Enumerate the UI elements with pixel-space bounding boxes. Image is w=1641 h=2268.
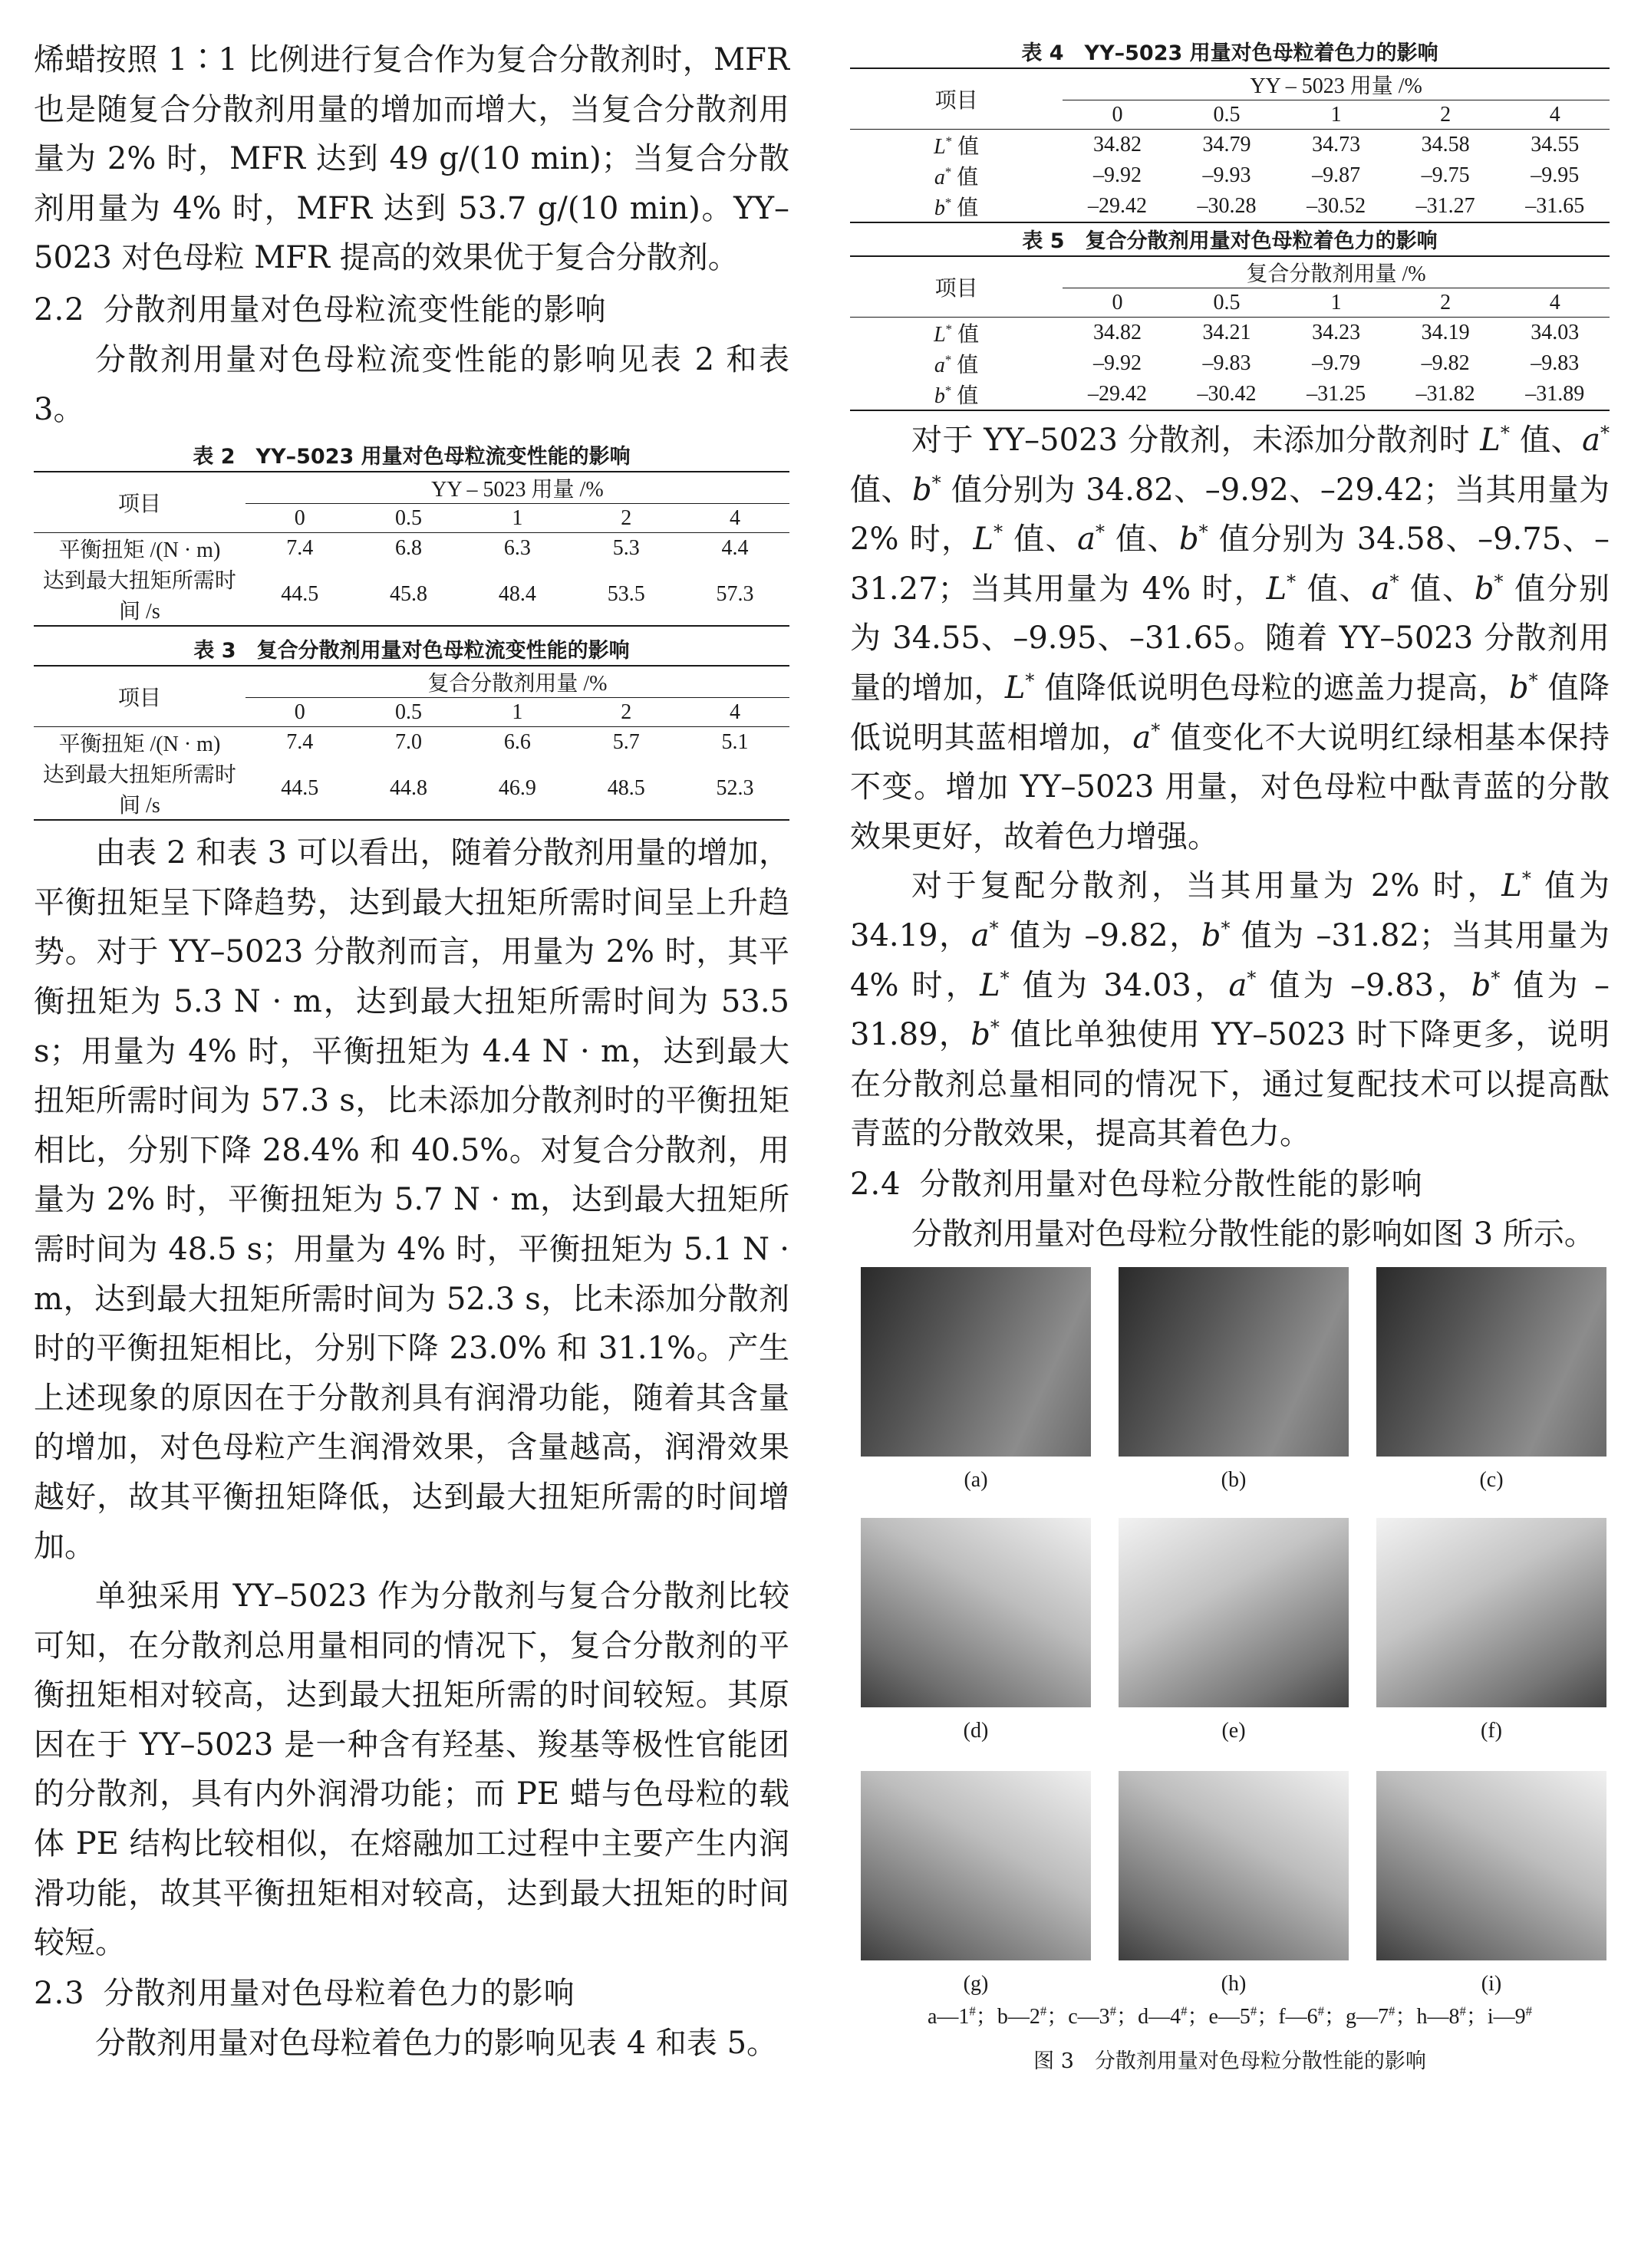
row-letter: L — [934, 323, 946, 347]
section-heading-2-4 — [850, 1159, 1610, 1210]
table-cell: 48.5 — [572, 758, 680, 820]
right-column — [850, 0, 1610, 2073]
micrograph-panel — [1119, 1771, 1349, 1960]
row-letter: a — [934, 166, 945, 189]
figure-caption: 图 3 分散剂用量对色母粒分散性能的影响 — [1033, 2049, 1426, 2073]
level-cell: 2 — [621, 505, 632, 530]
legend-item: d—4# — [1138, 2003, 1188, 2029]
legend-item: f—6# — [1278, 2003, 1325, 2029]
row-label: 达到最大扭矩所需时间 /s — [34, 758, 245, 820]
cie-symbol: a — [1228, 967, 1247, 1003]
span-header: YY – 5023 用量 /% — [245, 472, 789, 504]
cie-symbol: b — [1474, 571, 1494, 607]
cie-symbol: b — [970, 1017, 990, 1053]
table-caption: 表 4 YY–5023 用量对色母粒着色力的影响 — [1021, 41, 1438, 65]
row-suffix: 值 — [951, 354, 979, 377]
table-cell: –31.27 — [1391, 191, 1501, 222]
cie-symbol: L — [1004, 670, 1026, 706]
table-cell: 6.3 — [463, 533, 572, 565]
row-letter: L — [934, 135, 946, 159]
asterisk: * — [1025, 670, 1035, 692]
table-cell: –31.89 — [1500, 379, 1610, 410]
section-number: 2.4 — [850, 1166, 901, 1202]
asterisk: * — [1521, 868, 1531, 890]
row-label — [850, 160, 1063, 191]
micrograph-panel — [1376, 1267, 1606, 1457]
table-cell: 48.4 — [463, 564, 572, 626]
table-cell: –9.92 — [1092, 351, 1142, 375]
table-4 — [850, 40, 1610, 223]
cie-symbol: a — [1132, 719, 1152, 755]
table-cell: 5.7 — [572, 727, 680, 759]
micrograph-panel — [861, 1267, 1091, 1457]
yy5023-color-paragraph: 对于 YY–5023 分散剂，未添加分散剂时 L* 值、a* 值、b* 值分别为 34.82、–9.92、–29.42；当其用量为 2% 时，L* 值、a* 值、b* 值分别为 34.58、–9.75、–31.27；当其用量为 4% 时，L* 值、a* 值、b* 值分别为 34.55、–9.95、–31.65。随着 YY–5023 分散剂用量的增加，L* 值降低说明色母粒的遮盖力提高，b* 值降低说明其蓝相增加，a* 值变化不大说明红绿相基本保持不变。增加 YY–5023 用量，对色母粒中酞青蓝的分散效果更好，故着色力增强。 — [850, 422, 1610, 854]
header-row — [850, 256, 1610, 288]
table-caption: 表 2 YY–5023 用量对色母粒流变性能的影响 — [193, 445, 631, 469]
panel-label: (c) — [1479, 1467, 1504, 1492]
micrograph-panel — [861, 1771, 1091, 1960]
level-cell: 0 — [294, 699, 305, 724]
section-heading-2-2 — [34, 285, 789, 335]
table-caption: 表 3 复合分散剂用量对色母粒流变性能的影响 — [193, 639, 630, 663]
table-cell: –9.75 — [1421, 163, 1470, 187]
table-cell: 53.5 — [572, 564, 680, 626]
panel-label: (b) — [1221, 1467, 1247, 1492]
table-cell: –9.83 — [1531, 351, 1580, 375]
section-2-4-paragraph: 分散剂用量对色母粒分散性能的影响如图 3 所示。 — [911, 1216, 1595, 1252]
legend-item: g—7# — [1346, 2003, 1396, 2029]
table-cell: –29.42 — [1063, 379, 1172, 410]
asterisk: * — [945, 133, 953, 149]
table-cell: 34.79 — [1172, 130, 1282, 161]
intro-paragraph: 烯蜡按照 1∶1 比例进行复合作为复合分散剂时，MFR 也是随复合分散剂用量的增加而增大，当复合分散剂用量为 2% 时，MFR 达到 49 g/(10 min)；当复合分散剂用量为 4% 时，MFR 达到 53.7 g/(10 min)。YY–5023 对色母粒 MFR 提高的效果优于复合分散剂。 — [34, 42, 789, 276]
table-cell: –31.25 — [1281, 379, 1391, 410]
cie-symbol: a — [1582, 423, 1600, 458]
asterisk: * — [989, 917, 999, 940]
cie-symbol: L — [980, 967, 1000, 1003]
hash: # — [1317, 2003, 1325, 2019]
hash: # — [1525, 2003, 1533, 2019]
table-5-body — [850, 255, 1610, 411]
table-cell: –9.82 — [1421, 351, 1470, 375]
cie-symbol: b — [912, 472, 932, 508]
level-cell: 4 — [1549, 102, 1560, 127]
table-cell: –9.95 — [1531, 163, 1580, 187]
data-table — [34, 471, 789, 627]
span-header: YY – 5023 用量 /% — [1063, 68, 1610, 100]
legend-item: e—5# — [1208, 2003, 1257, 2029]
data-table — [34, 665, 789, 821]
header-row — [850, 68, 1610, 100]
hash: # — [969, 2003, 976, 2019]
micrograph-panel — [1376, 1771, 1606, 1960]
asterisk: * — [1151, 719, 1161, 742]
row-suffix: 值 — [951, 196, 979, 220]
table-cell: –29.42 — [1063, 191, 1172, 222]
table-row — [850, 348, 1610, 379]
table-row — [850, 191, 1610, 222]
compound-color-paragraph: 对于复配分散剂，当其用量为 2% 时，L* 值为 34.19，a* 值为 –9.82，b* 值为 –31.82；当其用量为 4% 时，L* 值为 34.03，a* 值为 –9.83，b* 值为 –31.89，b* 值比单独使用 YY–5023 时下降更多，说明在分散剂总量相同的情况下，通过复配技术可以提高酞青蓝的分散效果，提高其着色力。 — [850, 868, 1610, 1152]
table-3-body — [34, 665, 789, 821]
asterisk: * — [1095, 521, 1105, 543]
level-cell: 1 — [1330, 290, 1342, 314]
row-letter: b — [934, 384, 945, 408]
level-cell: 0 — [1112, 102, 1123, 127]
asterisk: * — [1389, 571, 1399, 593]
panel-label: (h) — [1221, 1971, 1247, 1996]
legend-item: h—8# — [1416, 2003, 1466, 2029]
asterisk: * — [1494, 571, 1504, 593]
table-cell: 7.4 — [245, 727, 354, 759]
asterisk: * — [944, 352, 952, 367]
section-title: 分散剂用量对色母粒分散性能的影响 — [919, 1166, 1423, 1202]
legend-item: b—2# — [997, 2003, 1047, 2029]
table-cell: 34.82 — [1063, 318, 1172, 349]
table-cell: –9.87 — [1312, 163, 1361, 187]
table-cell: 52.3 — [680, 758, 789, 820]
table-cell: 7.4 — [245, 533, 354, 565]
asterisk: * — [945, 321, 953, 337]
asterisk: * — [1500, 422, 1510, 444]
hash: # — [1459, 2003, 1466, 2019]
level-cell: 4 — [730, 699, 741, 724]
span-header: 复合分散剂用量 /% — [1063, 256, 1610, 288]
table-cell: 34.73 — [1281, 130, 1391, 161]
panel-label: (d) — [963, 1718, 989, 1743]
table-cell: 34.23 — [1281, 318, 1391, 349]
level-cell: 2 — [621, 699, 632, 724]
asterisk: * — [1491, 967, 1501, 989]
item-header: 项目 — [850, 256, 1063, 318]
item-header: 项目 — [850, 68, 1063, 130]
row-letter: b — [934, 196, 945, 220]
row-label — [850, 191, 1063, 222]
level-cell: 0.5 — [395, 699, 423, 724]
legend-item: i—9# — [1487, 2003, 1533, 2029]
section-number: 2.3 — [34, 1975, 85, 2011]
legend-item: c—3# — [1068, 2003, 1117, 2029]
table-cell: –31.65 — [1500, 191, 1610, 222]
row-suffix: 值 — [952, 135, 980, 159]
row-suffix: 值 — [951, 384, 979, 408]
cie-symbol: a — [970, 917, 990, 953]
table-cell: 4.4 — [680, 533, 789, 565]
row-label — [850, 318, 1063, 349]
table-row — [850, 160, 1610, 191]
table-row — [850, 130, 1610, 161]
asterisk: * — [1247, 967, 1257, 989]
section-heading-2-3 — [34, 1968, 789, 2019]
figure-legend: a—1#；b—2#；c—3#；d—4#；e—5#；f—6#；g—7#；h—8#；i—9# — [927, 2003, 1533, 2029]
table-cell: 34.58 — [1391, 130, 1501, 161]
level-cell: 1 — [512, 505, 523, 530]
row-suffix: 值 — [951, 166, 979, 189]
cie-symbol: a — [1371, 571, 1390, 607]
table-cell: 34.55 — [1500, 130, 1610, 161]
section-title: 分散剂用量对色母粒着色力的影响 — [103, 1975, 575, 2011]
figure-3 — [850, 1267, 1610, 2073]
level-cell: 0 — [1112, 290, 1123, 314]
asterisk: * — [1528, 670, 1538, 692]
table-row — [34, 727, 789, 759]
hash: # — [1109, 2003, 1117, 2019]
panel-label: (g) — [963, 1971, 989, 1996]
asterisk: * — [944, 195, 952, 210]
micrograph-panel — [861, 1518, 1091, 1707]
section-number: 2.2 — [34, 291, 85, 328]
table-5 — [850, 228, 1610, 411]
table-cell: –9.92 — [1092, 163, 1142, 187]
cie-symbol: L — [1266, 571, 1287, 607]
table-row — [850, 318, 1610, 349]
comparison-paragraph: 单独采用 YY–5023 作为分散剂与复合分散剂比较可知，在分散剂总用量相同的情况下，复合分散剂的平衡扭矩相对较高，达到最大扭矩所需的时间较短。其原因在于 YY–5023 是一种含有羟基、羧基等极性官能团的分散剂，具有内外润滑功能；而 PE 蜡与色母粒的载体 PE 结构比较相似，在熔融加工过程中主要产生内润滑功能，故其平衡扭矩相对较高，达到最大扭矩的时间较短。 — [34, 1578, 789, 1961]
cie-symbol: b — [1508, 670, 1529, 706]
table-4-body — [850, 67, 1610, 223]
data-table — [850, 255, 1610, 411]
asterisk: * — [1221, 917, 1231, 940]
table-cell: –9.93 — [1202, 163, 1251, 187]
hash: # — [1389, 2003, 1396, 2019]
table-cell: 57.3 — [680, 564, 789, 626]
cie-symbol: b — [1471, 967, 1491, 1003]
cie-symbol: b — [1179, 522, 1199, 558]
table-row — [34, 533, 789, 565]
table-3 — [34, 637, 789, 821]
row-label — [850, 348, 1063, 379]
table-row — [34, 758, 789, 820]
analysis-paragraph: 由表 2 和表 3 可以看出，随着分散剂用量的增加，平衡扭矩呈下降趋势，达到最大扭矩所需时间呈上升趋势。对于 YY–5023 分散剂而言，用量为 2% 时，其平衡扭矩为 5.3 N · m，达到最大扭矩所需时间为 53.5 s；用量为 4% 时，平衡扭矩为 4.4 N · m，达到最大扭矩所需时间为 57.3 s，比未添加分散剂时的平衡扭矩相比，分别下降 28.4% 和 40.5%。对复合分散剂，用量为 2% 时，平衡扭矩为 5.7 N · m，达到最大扭矩所需时间为 48.5 s；用量为 4% 时，平衡扭矩为 5.1 N · m，达到最大扭矩所需时间为 52.3 s，比未添加分散剂时的平衡扭矩相比，分别下降 23.0% 和 31.1%。产生上述现象的原因在于分散剂具有润滑功能，随着其含量的增加，对色母粒产生润滑效果，含量越高，润滑效果越好，故其平衡扭矩降低，达到最大扭矩所需的时间增加。 — [34, 835, 789, 1565]
asterisk: * — [1600, 422, 1610, 444]
table-cell: 34.19 — [1391, 318, 1501, 349]
level-cell: 0 — [294, 505, 305, 530]
level-cell: 4 — [1549, 290, 1560, 314]
asterisk: * — [944, 164, 952, 179]
row-letter: a — [934, 354, 945, 377]
table-cell: 6.8 — [354, 533, 463, 565]
level-cell: 1 — [512, 699, 523, 724]
asterisk: * — [944, 383, 952, 398]
level-cell: 1 — [1330, 102, 1342, 127]
hash: # — [1040, 2003, 1047, 2019]
table-cell: 5.3 — [572, 533, 680, 565]
section-2-3-paragraph: 分散剂用量对色母粒着色力的影响见表 4 和表 5。 — [95, 2025, 778, 2061]
asterisk: * — [1287, 571, 1297, 593]
table-cell: 34.03 — [1500, 318, 1610, 349]
row-label: 平衡扭矩 /(N · m) — [34, 533, 245, 565]
table-cell: –9.83 — [1202, 351, 1251, 375]
panel-label: (i) — [1481, 1971, 1502, 1996]
level-cell: 0.5 — [1213, 102, 1241, 127]
level-cell: 0.5 — [395, 505, 423, 530]
row-label: 达到最大扭矩所需时间 /s — [34, 564, 245, 626]
row-label: 平衡扭矩 /(N · m) — [34, 727, 245, 759]
table-cell: 6.6 — [463, 727, 572, 759]
level-cell: 2 — [1440, 290, 1452, 314]
table-caption: 表 5 复合分散剂用量对色母粒着色力的影响 — [1022, 229, 1438, 253]
item-header: 项目 — [34, 666, 245, 727]
table-cell: –31.82 — [1391, 379, 1501, 410]
panel-label: (e) — [1221, 1718, 1246, 1743]
table-cell: 44.5 — [245, 564, 354, 626]
table-cell: –30.28 — [1172, 191, 1282, 222]
section-2-2-paragraph: 分散剂用量对色母粒流变性能的影响见表 2 和表 3。 — [34, 341, 789, 427]
row-suffix: 值 — [952, 323, 980, 347]
table-cell: –9.79 — [1312, 351, 1361, 375]
table-cell: 44.8 — [354, 758, 463, 820]
micrograph-panel — [1119, 1518, 1349, 1707]
asterisk: * — [1198, 521, 1208, 543]
asterisk: * — [990, 1016, 1000, 1039]
left-column — [34, 0, 789, 2068]
panel-label: (a) — [964, 1467, 988, 1492]
hash: # — [1250, 2003, 1257, 2019]
data-table — [850, 67, 1610, 223]
cie-symbol: b — [1201, 917, 1221, 953]
table-cell: 5.1 — [680, 727, 789, 759]
section-title: 分散剂用量对色母粒流变性能的影响 — [103, 291, 607, 328]
row-label — [850, 130, 1063, 161]
level-cell: 2 — [1440, 102, 1452, 127]
table-cell: 45.8 — [354, 564, 463, 626]
row-label — [850, 379, 1063, 410]
hash: # — [1181, 2003, 1188, 2019]
item-header: 项目 — [34, 472, 245, 533]
level-cell: 0.5 — [1213, 290, 1241, 314]
asterisk: * — [993, 521, 1003, 543]
table-cell: 34.82 — [1063, 130, 1172, 161]
table-cell: –30.52 — [1281, 191, 1391, 222]
legend-item: a—1# — [927, 2003, 976, 2029]
cie-symbol: L — [1501, 868, 1522, 904]
table-2 — [34, 443, 789, 627]
cie-symbol: a — [1077, 522, 1096, 558]
table-cell: 7.0 — [354, 727, 463, 759]
header-row — [34, 666, 789, 698]
table-cell: 34.21 — [1172, 318, 1282, 349]
asterisk: * — [1000, 967, 1010, 989]
panel-label: (f) — [1481, 1718, 1502, 1743]
micrograph-panel — [1376, 1518, 1606, 1707]
table-cell: 44.5 — [245, 758, 354, 820]
span-header: 复合分散剂用量 /% — [245, 666, 789, 698]
level-cell: 4 — [730, 505, 741, 530]
cie-symbol: L — [1480, 423, 1501, 458]
header-row — [34, 472, 789, 504]
table-row — [850, 379, 1610, 410]
cie-symbol: L — [973, 522, 994, 558]
table-row — [34, 564, 789, 626]
table-cell: –30.42 — [1172, 379, 1282, 410]
table-2-body — [34, 471, 789, 627]
table-cell: 46.9 — [463, 758, 572, 820]
micrograph-panel — [1119, 1267, 1349, 1457]
asterisk: * — [931, 472, 941, 494]
